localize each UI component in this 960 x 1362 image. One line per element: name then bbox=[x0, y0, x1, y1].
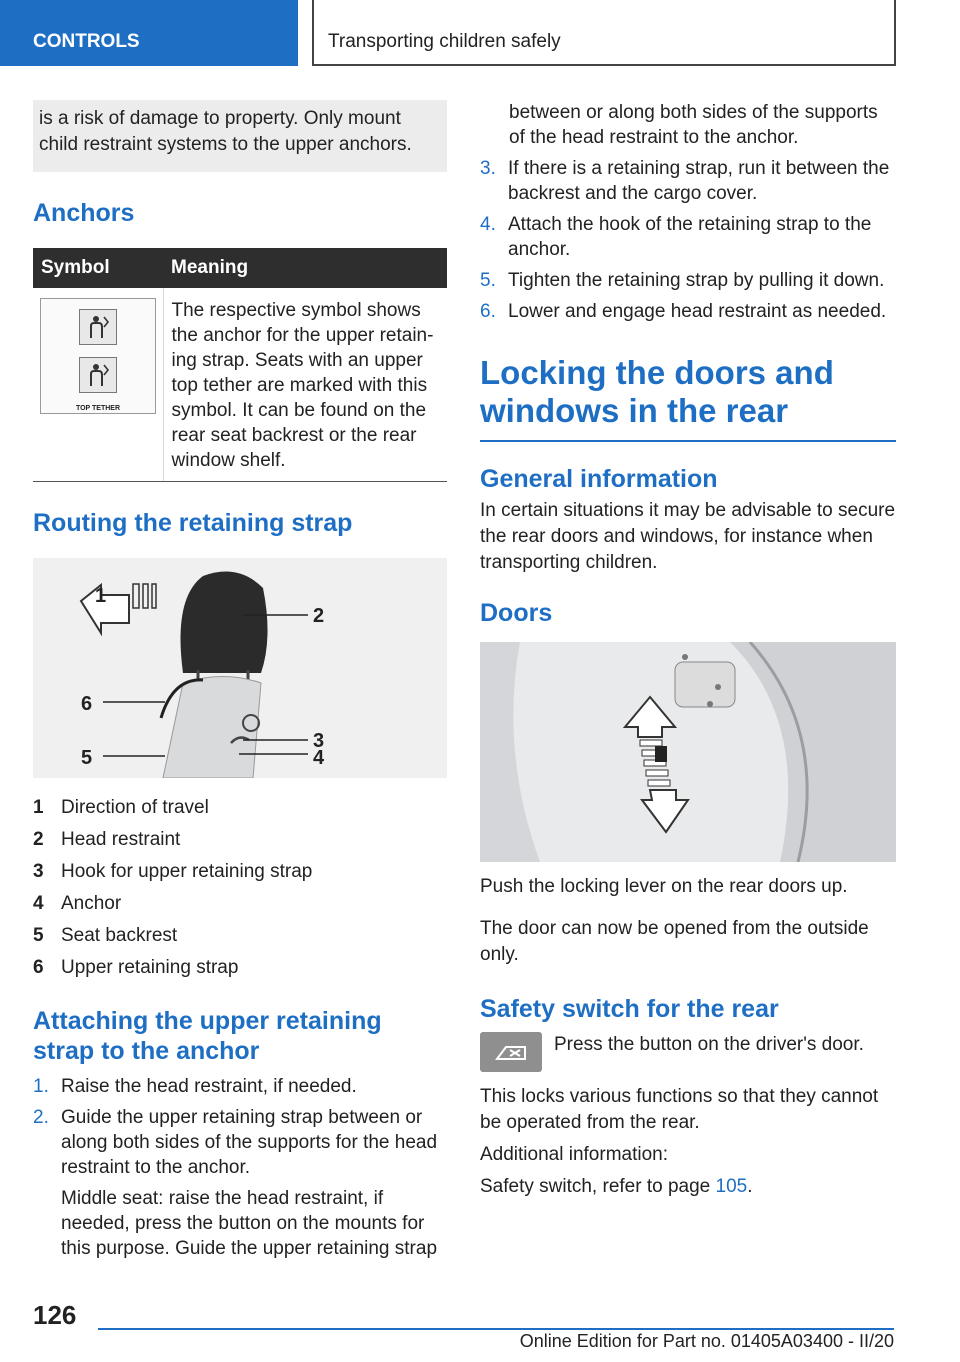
list-item: 3. If there is a retaining strap, run it between the backrest and the cargo cover. bbox=[480, 158, 890, 204]
routing-illustration bbox=[33, 558, 447, 778]
header-section-tab: CONTROLS bbox=[0, 0, 298, 66]
callout-5: 5 bbox=[81, 747, 93, 769]
header-chapter-title: Transporting children safely bbox=[312, 0, 896, 66]
anchors-heading: Anchors bbox=[33, 199, 135, 227]
window-lock-button-icon bbox=[480, 1032, 542, 1072]
list-item: 3 Hook for upper retaining strap bbox=[33, 861, 313, 882]
child-seat-icon bbox=[79, 309, 117, 345]
safety-switch-instruction: Press the button on the driver's door. bbox=[554, 1034, 864, 1055]
top-tether-label: TOP TETHER bbox=[75, 405, 121, 412]
locking-doors-heading: Locking the doors and windows in the rear bbox=[480, 354, 834, 429]
door-lock-illustration bbox=[480, 642, 896, 862]
edition-text: Online Edition for Part no. 01405A03400 - II/20 bbox=[519, 1331, 894, 1351]
child-seat-tether-icon bbox=[79, 357, 117, 393]
doors-heading: Doors bbox=[480, 599, 553, 627]
symbol-cell bbox=[33, 288, 163, 482]
callout-6: 6 bbox=[81, 693, 93, 715]
attach-steps bbox=[33, 1074, 447, 1261]
additional-information-label: Additional information: bbox=[480, 1144, 668, 1165]
list-item: 2 Head restraint bbox=[33, 829, 181, 850]
symbol-column-header: Symbol bbox=[33, 248, 163, 288]
callout-2: 2 bbox=[313, 605, 325, 627]
list-item: 6 Upper retaining strap bbox=[33, 957, 239, 978]
callout-1: 1 bbox=[95, 585, 107, 607]
attach-heading: Attaching the upper retaining strap to the anchor bbox=[33, 1007, 382, 1065]
symbol-table bbox=[33, 248, 447, 482]
routing-heading: Routing the retaining strap bbox=[33, 509, 353, 537]
meaning-column-header: Meaning bbox=[163, 248, 447, 288]
left-column bbox=[33, 100, 447, 1261]
continued-step-text: between or along both sides of the supports of the head restraint to the anchor. bbox=[509, 102, 878, 148]
safety-switch-description: This locks various functions so that they cannot be operated from the rear. bbox=[480, 1086, 879, 1133]
safety-switch-heading: Safety switch for the rear bbox=[480, 995, 779, 1023]
doors-instruction: Push the locking lever on the rear doors up. bbox=[480, 876, 848, 897]
list-item: 1 Direction of travel bbox=[33, 797, 209, 818]
list-item: 4 Anchor bbox=[33, 893, 122, 914]
cross-reference: Safety switch, refer to page 105. bbox=[480, 1176, 753, 1197]
list-item: 1. Raise the head restraint, if needed. bbox=[33, 1076, 357, 1097]
general-information-heading: General information bbox=[480, 465, 718, 493]
top-tether-symbol bbox=[40, 298, 156, 414]
list-item: 5. Tighten the retaining strap by pulling it down. bbox=[480, 270, 885, 291]
list-item: 5 Seat backrest bbox=[33, 925, 178, 946]
doors-result: The door can now be opened from the outside only. bbox=[480, 918, 869, 965]
list-item: 4. Attach the hook of the retaining strap to the anchor. bbox=[480, 214, 872, 260]
note-box: is a risk of damage to property. Only mount child restraint systems to the upper anchors. bbox=[33, 100, 447, 172]
list-item: 6. Lower and engage head restraint as needed. bbox=[480, 301, 887, 322]
middle-seat-note: Middle seat: raise the head restraint, if needed, press the button on the mounts for this purpose. Guide the upper retaining strap bbox=[61, 1188, 438, 1259]
table-row bbox=[33, 288, 447, 482]
attach-steps-continued bbox=[480, 156, 896, 324]
safety-switch-row bbox=[480, 1032, 896, 1072]
callout-4: 4 bbox=[313, 747, 325, 769]
heading-rule bbox=[480, 440, 896, 442]
footer-rule bbox=[98, 1328, 894, 1330]
general-information-text: In certain situations it may be advisable to secure the rear doors and windows, for instance when transporting children. bbox=[480, 500, 896, 573]
page-number: 126 bbox=[33, 1300, 77, 1330]
right-column bbox=[480, 100, 896, 1200]
list-item: 2. Guide the upper retaining strap between or along both sides of the supports for the head restraint to the anchor. bbox=[33, 1107, 438, 1178]
page-link[interactable]: 105 bbox=[715, 1176, 748, 1197]
routing-legend bbox=[33, 792, 447, 984]
callout-3: 3 bbox=[313, 730, 325, 752]
meaning-cell: The respective symbol shows the anchor for the upper retain-ing strap. Seats with an upper top tether are marked with this symbol. It can be found on the rear seat backrest or the rear window shelf. bbox=[163, 288, 447, 482]
